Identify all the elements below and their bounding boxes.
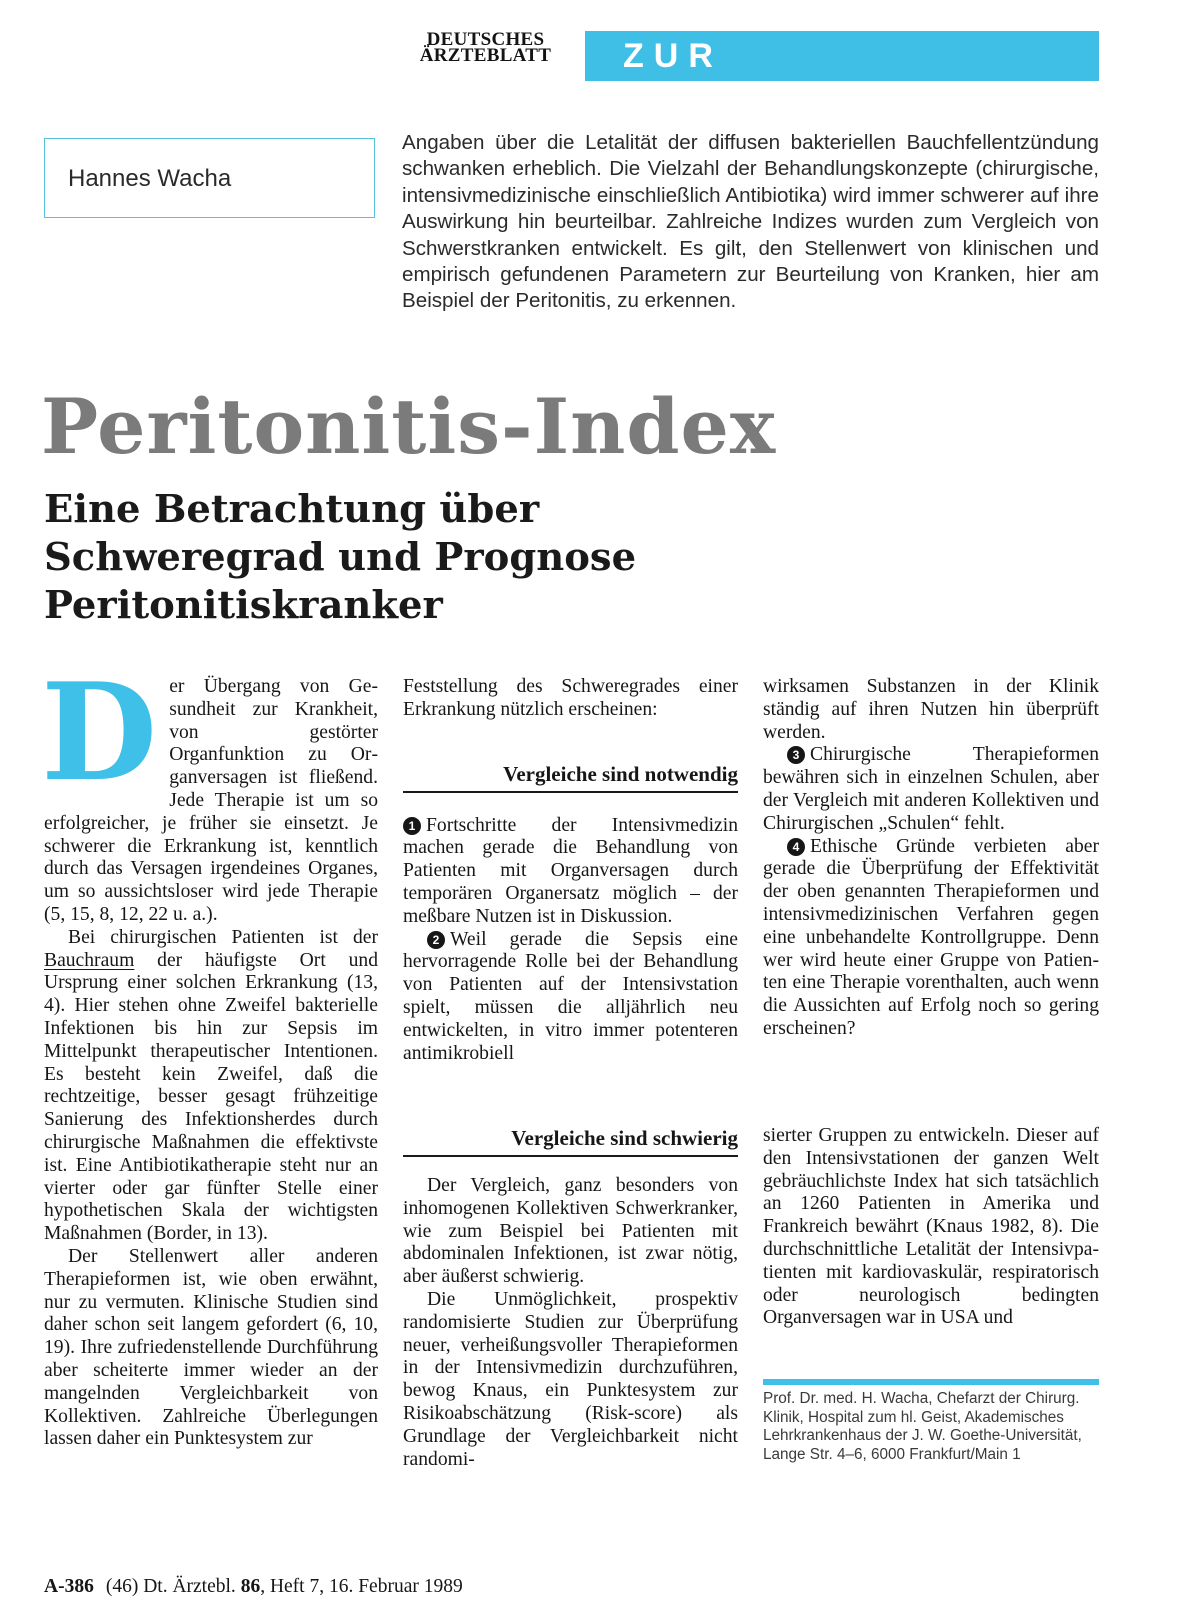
journal-masthead (405, 29, 566, 66)
number-badge: 1 (403, 817, 421, 835)
page-footer (44, 1576, 463, 1598)
abstract: Angaben über die Letalität der diffusen bakteriellen Bauchfellentzündung schwanken erheblich. Die Vielzahl der Behandlungskonzepte (chirurgische, intensivmedizinische einschließlich Antibiotika) wird immer schwerer auf ihre Auswirkung hin beurteilbar. Zahlreiche Indizes wurden zum Vergleich von Schwerstkranken entwickelt. Es gilt, den Stellenwert von klinischen und empirisch gefundenen Parametern zur Beurteilung von Kranken, hier am Beispiel der Peritonitis, zu erkennen. (402, 131, 1099, 313)
paragraph: Feststellung des Schweregrades einer Erkrankung nützlich erscheinen: (403, 676, 738, 720)
volume-number: 86 (240, 1576, 261, 1597)
numbered-item (763, 836, 1099, 1041)
article-title: Peritonitis-Index (41, 382, 777, 471)
paragraph: Der Stellenwert aller anderen Therapieformen ist, wie oben erwähnt, nur zu vermuten. Klinische Studien sind daher schon seit langem gefordert (6, 10, 19). Ihre zufriedenstellende Durchführung aber scheiterte immer wieder an der mangelnden Vergleichbarkeit von Kollektiven. Zahlreiche Überlegungen lassen daher ein Punktesystem zur (44, 1245, 378, 1450)
affiliation-rule (763, 1379, 1099, 1385)
paragraph (41, 653, 378, 927)
numbered-item (403, 815, 738, 929)
column-3-bottom (763, 1125, 1099, 1330)
page-number: (46) (105, 1576, 139, 1597)
numbered-item (403, 929, 738, 1066)
column-1 (41, 653, 378, 1451)
underlined-word: Bauchraum (44, 949, 135, 971)
author-name: Hannes Wacha (68, 165, 232, 192)
author-box (44, 138, 375, 218)
issue-date: , Heft 7, 16. Februar 1989 (260, 1576, 463, 1597)
section-heading: Vergleiche sind schwierig (403, 1125, 738, 1157)
paragraph-text: Bei chirurgischen Patienten ist der (68, 926, 378, 948)
section-heading: Vergleiche sind notwendig (403, 761, 738, 793)
item-text: Chirurgische Therapieformen bewähren sich in einzelnen Schulen, aber der Vergleich mit anderen Kollektiven und Chirurgischen „Schulen“ fehlt. (763, 744, 1099, 834)
column-2-bottom (403, 1125, 738, 1471)
number-badge: 3 (787, 746, 805, 764)
item-text: Fortschritte der Intensivmedizin machen gerade die Behandlung von Patienten mit Organversagen durch temporären Organersatz möglich – der meßbare Nutzen ist in Diskussion. (403, 814, 738, 927)
masthead-line2: ÄRZTEBLATT (419, 45, 552, 66)
paragraph: Der Vergleich, ganz besonders von inhomogenen Kollektiven Schwerkranker, wie zum Beispiel bei Patienten mit abdominalen Infektionen, ist zwar nötig, aber äußerst schwierig. (403, 1175, 738, 1288)
number-badge: 2 (427, 931, 445, 949)
masthead-line1: DEUTSCHES (426, 29, 545, 50)
number-badge: 4 (787, 838, 805, 856)
paragraph: Die Unmöglichkeit, prospektiv randomisierte Studien zur Überprüfung neuer, verheißungsvoller Therapieformen in der Intensivmedizin durchzuführen, bewog Knaus, ein Punktesystem zur Risikoabschätzung (Risk-score) als Grundlage der Vergleichbarkeit nicht randomi- (403, 1288, 738, 1470)
numbered-item (763, 744, 1099, 835)
item-text: Ethische Gründe verbieten aber gerade die Überprüfung der Effektivität der oben genannten Therapieformen und intensivmedizinischen Verfahren gegen eine unbehandelte Kontrollgruppe. Denn wer wird heute einer Gruppe von Patienten eine Therapie vorenthalten, auch wenn die Aussichten auf Erfolg noch so gering erscheinen? (763, 835, 1099, 1039)
column-3-top (763, 676, 1099, 1041)
column-2-top (403, 676, 738, 1065)
journal-abbrev: Dt. Ärztebl. (143, 1576, 236, 1597)
paragraph-text: er Übergang von Gesundheit zur Krankheit, von gestörter Organfunktion zu Organversagen ist fließend. Jede Therapie ist um so erfolgreicher, je früher sie einsetzt. Je schwerer die Erkrankung ist, kenntlich durch das Versagen irgendeines Organes, um so aussichtsloser wird jede Therapie (5, 15, 8, 12, 22 u. a.). (44, 676, 378, 925)
author-affiliation: Prof. Dr. med. H. Wacha, Chefarzt der Chirurg. Klinik, Hospital zum hl. Geist, Akademisches Lehrkrankenhaus der J. W. Goethe-Universität, Lange Str. 4–6, 6000 Frankfurt/Main 1 (763, 1390, 1082, 1463)
item-text: Weil gerade die Sepsis eine hervorragende Rolle bei der Behandlung von Patienten auf der Intensivstation spielt, müssen die alljährlich neu entwickelten, in vitro immer potenteren antimikrobiell (403, 928, 738, 1064)
paragraph-text: der häufigste Ort und Ursprung einer solchen Erkrankung (13, 4). Hier stehen ohne Zweifel bakterielle Infektionen bis hin zur Sepsis im Mittelpunkt therapeutischer Intentionen. Es besteht kein Zweifel, daß die rechtzeitige, besser gesagt frühzeitige Sanierung des Infektionsherdes durch chirurgische Maßnahmen die effektivste ist. Eine Antibiotikatherapie steht nur an vierter oder gar fünfter Stelle einer hypothetischen Skala der wichtigsten Maßnahmen (Border, in 13). (44, 949, 378, 1245)
drop-cap: D (41, 653, 158, 811)
section-banner: ZUR FORTBILDUNG (585, 31, 1099, 81)
paragraph: sierter Gruppen zu entwickeln. Dieser auf den Intensivstationen der ganzen Welt gebräuchlichste Index hat sich tatsächlich an 1260 Patienten in Amerika und Frankreich bewährt (Knaus 1982, 8). Die durchschnittliche Letalität der Intensivpatienten mit kardiovaskulär, respiratorisch oder neurologisch bedingten Organversagen war in USA und (763, 1125, 1099, 1329)
paragraph: wirksamen Substanzen in der Klinik ständig auf ihren Nutzen hin überprüft werden. (763, 676, 1099, 743)
article-subtitle: Eine Betrachtung über Schweregrad und Prognose Peritonitiskranker (44, 487, 637, 628)
page-code: A-386 (44, 1576, 94, 1597)
paragraph (44, 927, 378, 1246)
